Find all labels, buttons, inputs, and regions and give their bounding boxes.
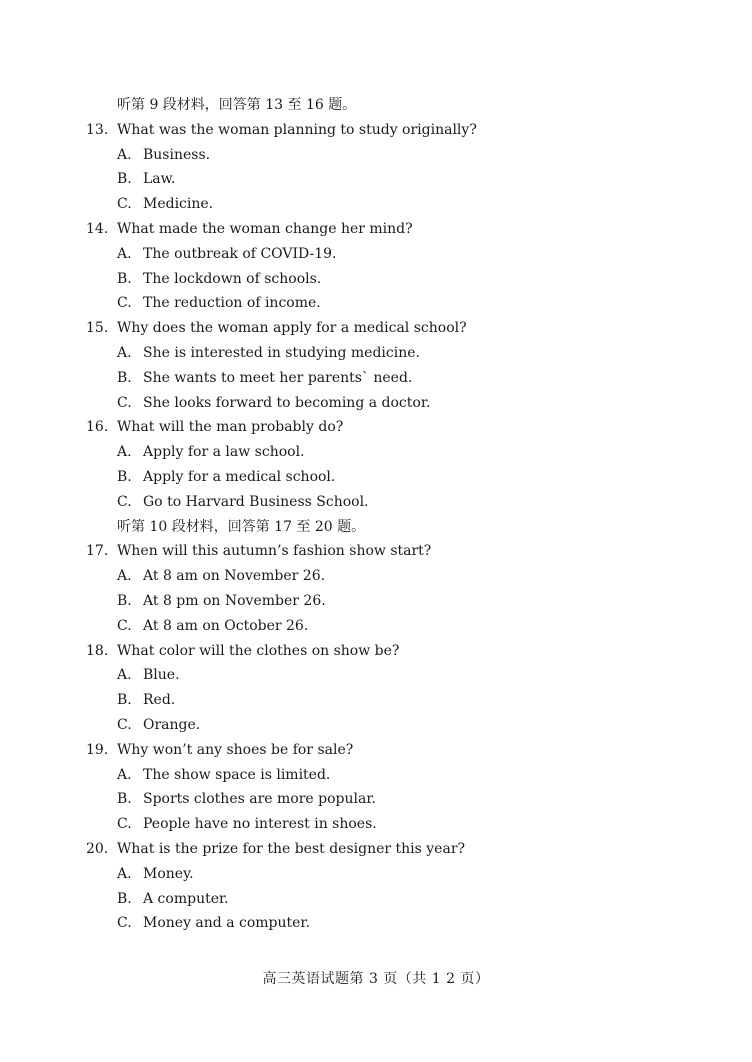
option-text: She is interested in studying medicine. bbox=[143, 344, 420, 361]
option-a bbox=[0, 242, 752, 267]
question-text: What is the prize for the best designer this year? bbox=[117, 840, 466, 857]
question-16 bbox=[0, 415, 752, 514]
section-header: 听第 10 段材料，回答第 17 至 20 题。 bbox=[117, 518, 366, 535]
option-a bbox=[0, 143, 752, 168]
option-b bbox=[0, 167, 752, 192]
question-text: What made the woman change her mind? bbox=[117, 220, 413, 237]
question-19 bbox=[0, 738, 752, 837]
option-letter: C. bbox=[117, 493, 132, 510]
question-number: 20. bbox=[86, 840, 109, 857]
option-a bbox=[0, 663, 752, 688]
option-b bbox=[0, 465, 752, 490]
listening-section bbox=[0, 93, 752, 515]
option-letter: A. bbox=[117, 766, 132, 783]
option-text: The show space is limited. bbox=[143, 766, 331, 783]
option-letter: A. bbox=[117, 667, 132, 684]
question-number: 18. bbox=[86, 642, 109, 659]
option-a bbox=[0, 440, 752, 465]
option-letter: B. bbox=[117, 270, 132, 287]
option-b bbox=[0, 589, 752, 614]
option-text: Money and a computer. bbox=[143, 915, 311, 932]
option-text: Business. bbox=[143, 146, 211, 163]
option-a bbox=[0, 341, 752, 366]
option-letter: B. bbox=[117, 468, 132, 485]
option-letter: C. bbox=[117, 816, 132, 833]
section-header: 听第 9 段材料，回答第 13 至 16 题。 bbox=[117, 97, 357, 113]
option-b bbox=[0, 787, 752, 812]
option-b bbox=[0, 366, 752, 391]
option-c bbox=[0, 812, 752, 837]
option-c bbox=[0, 192, 752, 217]
option-text: Sports clothes are more popular. bbox=[143, 791, 376, 808]
question-text: Why won’t any shoes be for sale? bbox=[117, 741, 354, 758]
option-letter: B. bbox=[117, 369, 132, 386]
option-text: Orange. bbox=[143, 716, 201, 733]
option-letter: A. bbox=[117, 146, 132, 163]
option-text: At 8 am on October 26. bbox=[143, 617, 309, 634]
option-letter: C. bbox=[117, 394, 132, 411]
option-text: A computer. bbox=[143, 890, 229, 907]
option-b bbox=[0, 267, 752, 292]
option-letter: A. bbox=[117, 245, 132, 262]
option-b bbox=[0, 688, 752, 713]
option-letter: A. bbox=[117, 344, 132, 361]
option-text: Law. bbox=[143, 171, 176, 188]
option-letter: C. bbox=[117, 617, 132, 634]
option-text: Money. bbox=[143, 865, 194, 882]
question-text: What color will the clothes on show be? bbox=[117, 642, 400, 659]
question-number: 16. bbox=[86, 419, 109, 436]
option-text: The lockdown of schools. bbox=[143, 270, 322, 287]
option-letter: B. bbox=[117, 890, 132, 907]
question-15 bbox=[0, 316, 752, 415]
listening-content bbox=[0, 93, 752, 936]
option-c bbox=[0, 713, 752, 738]
option-text: Go to Harvard Business School. bbox=[143, 493, 369, 510]
question-text: When will this autumn’s fashion show start? bbox=[117, 543, 432, 560]
option-letter: A. bbox=[117, 568, 132, 585]
option-a bbox=[0, 862, 752, 887]
option-text: She looks forward to becoming a doctor. bbox=[143, 394, 431, 411]
question-13 bbox=[0, 118, 752, 217]
option-c bbox=[0, 614, 752, 639]
question-20 bbox=[0, 837, 752, 936]
option-letter: A. bbox=[117, 444, 132, 461]
option-letter: B. bbox=[117, 592, 132, 609]
option-letter: B. bbox=[117, 692, 132, 709]
question-17 bbox=[0, 539, 752, 638]
question-text: What was the woman planning to study originally? bbox=[117, 121, 477, 138]
option-text: Apply for a law school. bbox=[143, 444, 305, 461]
option-letter: C. bbox=[117, 915, 132, 932]
option-letter: B. bbox=[117, 791, 132, 808]
option-letter: A. bbox=[117, 865, 132, 882]
question-18 bbox=[0, 639, 752, 738]
option-text: The outbreak of COVID-19. bbox=[143, 245, 337, 262]
option-a bbox=[0, 763, 752, 788]
option-c bbox=[0, 391, 752, 416]
question-number: 15. bbox=[86, 320, 109, 337]
option-text: Red. bbox=[143, 692, 176, 709]
option-c bbox=[0, 911, 752, 936]
question-14 bbox=[0, 217, 752, 316]
option-c bbox=[0, 490, 752, 515]
question-text: Why does the woman apply for a medical school? bbox=[117, 320, 467, 337]
option-text: At 8 pm on November 26. bbox=[143, 592, 326, 609]
question-number: 19. bbox=[86, 741, 109, 758]
option-text: The reduction of income. bbox=[143, 295, 321, 312]
page-footer: 高三英语试题第 3 页（共 1 2 页） bbox=[262, 971, 490, 987]
listening-section bbox=[0, 515, 752, 937]
option-b bbox=[0, 887, 752, 912]
option-text: At 8 am on November 26. bbox=[143, 568, 326, 585]
option-text: Blue. bbox=[143, 667, 180, 684]
option-c bbox=[0, 291, 752, 316]
question-text: What will the man probably do? bbox=[117, 419, 344, 436]
option-letter: C. bbox=[117, 716, 132, 733]
question-number: 13. bbox=[86, 121, 109, 138]
option-letter: C. bbox=[117, 196, 132, 213]
question-number: 14. bbox=[86, 220, 109, 237]
option-text: People have no interest in shoes. bbox=[143, 816, 377, 833]
option-text: She wants to meet her parents` need. bbox=[143, 369, 413, 386]
option-text: Medicine. bbox=[143, 196, 214, 213]
option-letter: B. bbox=[117, 171, 132, 188]
question-number: 17. bbox=[86, 543, 109, 560]
option-text: Apply for a medical school. bbox=[143, 468, 336, 485]
option-a bbox=[0, 564, 752, 589]
option-letter: C. bbox=[117, 295, 132, 312]
